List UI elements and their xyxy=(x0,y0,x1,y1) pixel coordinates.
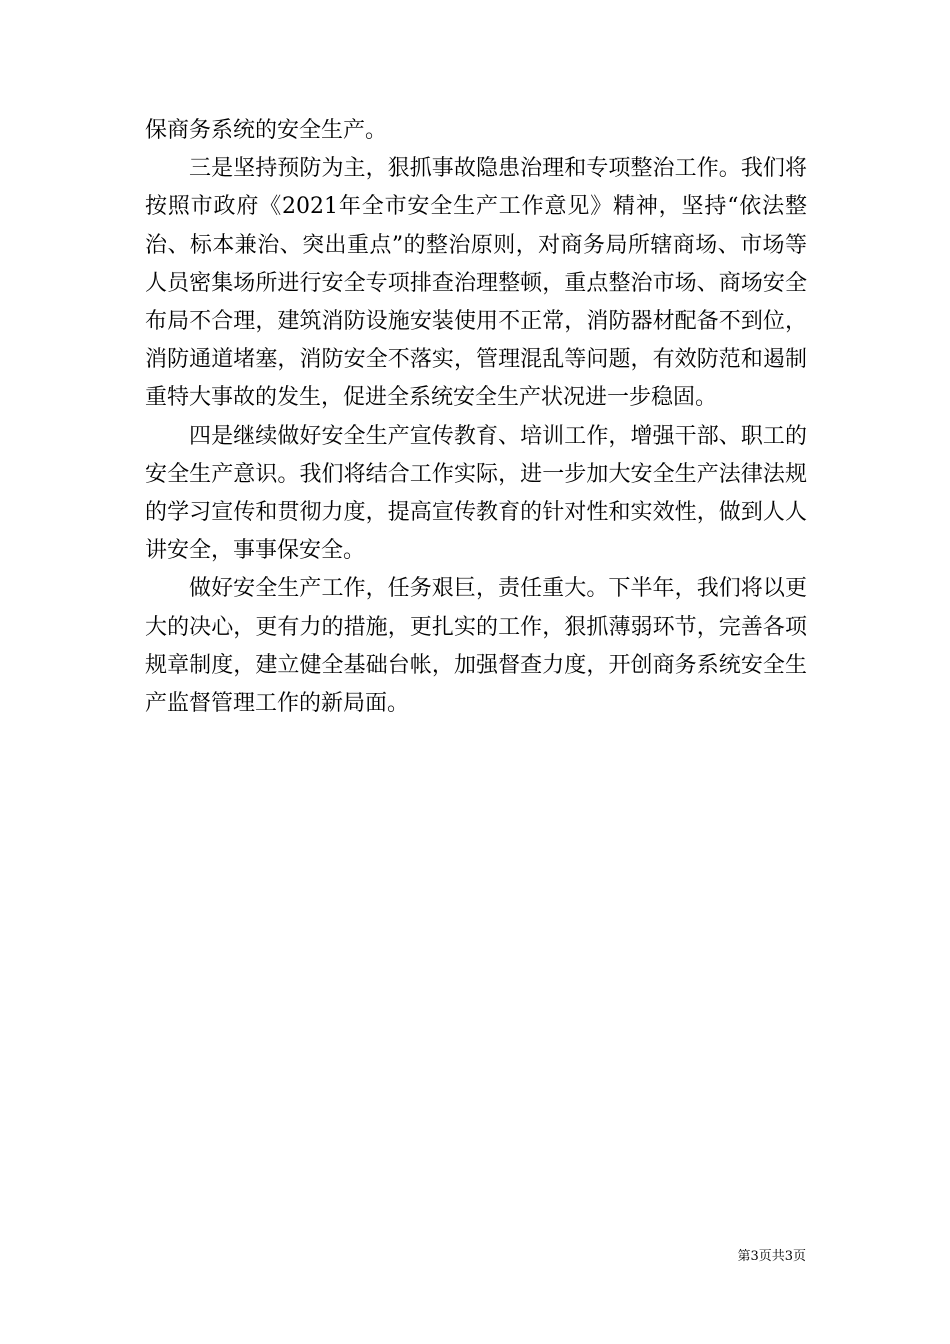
paragraph-continuation: 保商务系统的安全生产。 xyxy=(145,118,388,143)
paragraph-education: 四是继续做好安全生产宣传教育、培训工作，增强干部、职工的安全生产意识。我们将结合工作实际，进一步加大安全生产法律法规的学习宣传和贯彻力度，提高宣传教育的针对性和实效性，做到人人讲安全，事事保安全。 xyxy=(145,423,807,564)
document-body xyxy=(145,112,807,723)
paragraph-prevention: 三是坚持预防为主，狠抓事故隐患治理和专项整治工作。我们将按照市政府《2021年全市安全生产工作意见》精神，坚持“依法整治、标本兼治、突出重点”的整治原则，对商务局所辖商场、市场等人员密集场所进行安全专项排查治理整顿，重点整治市场、商场安全布局不合理，建筑消防设施安装使用不正常，消防器材配备不到位，消防通道堵塞，消防安全不落实，管理混乱等问题，有效防范和遏制重特大事故的发生，促进全系统安全生产状况进一步稳固。 xyxy=(145,156,807,411)
page-number-footer: 第3页共3页 xyxy=(737,1249,806,1264)
paragraph-conclusion: 做好安全生产工作，任务艰巨，责任重大。下半年，我们将以更大的决心，更有力的措施，更扎实的工作，狠抓薄弱环节，完善各项规章制度，建立健全基础台帐，加强督查力度，开创商务系统安全生产监督管理工作的新局面。 xyxy=(145,576,807,717)
